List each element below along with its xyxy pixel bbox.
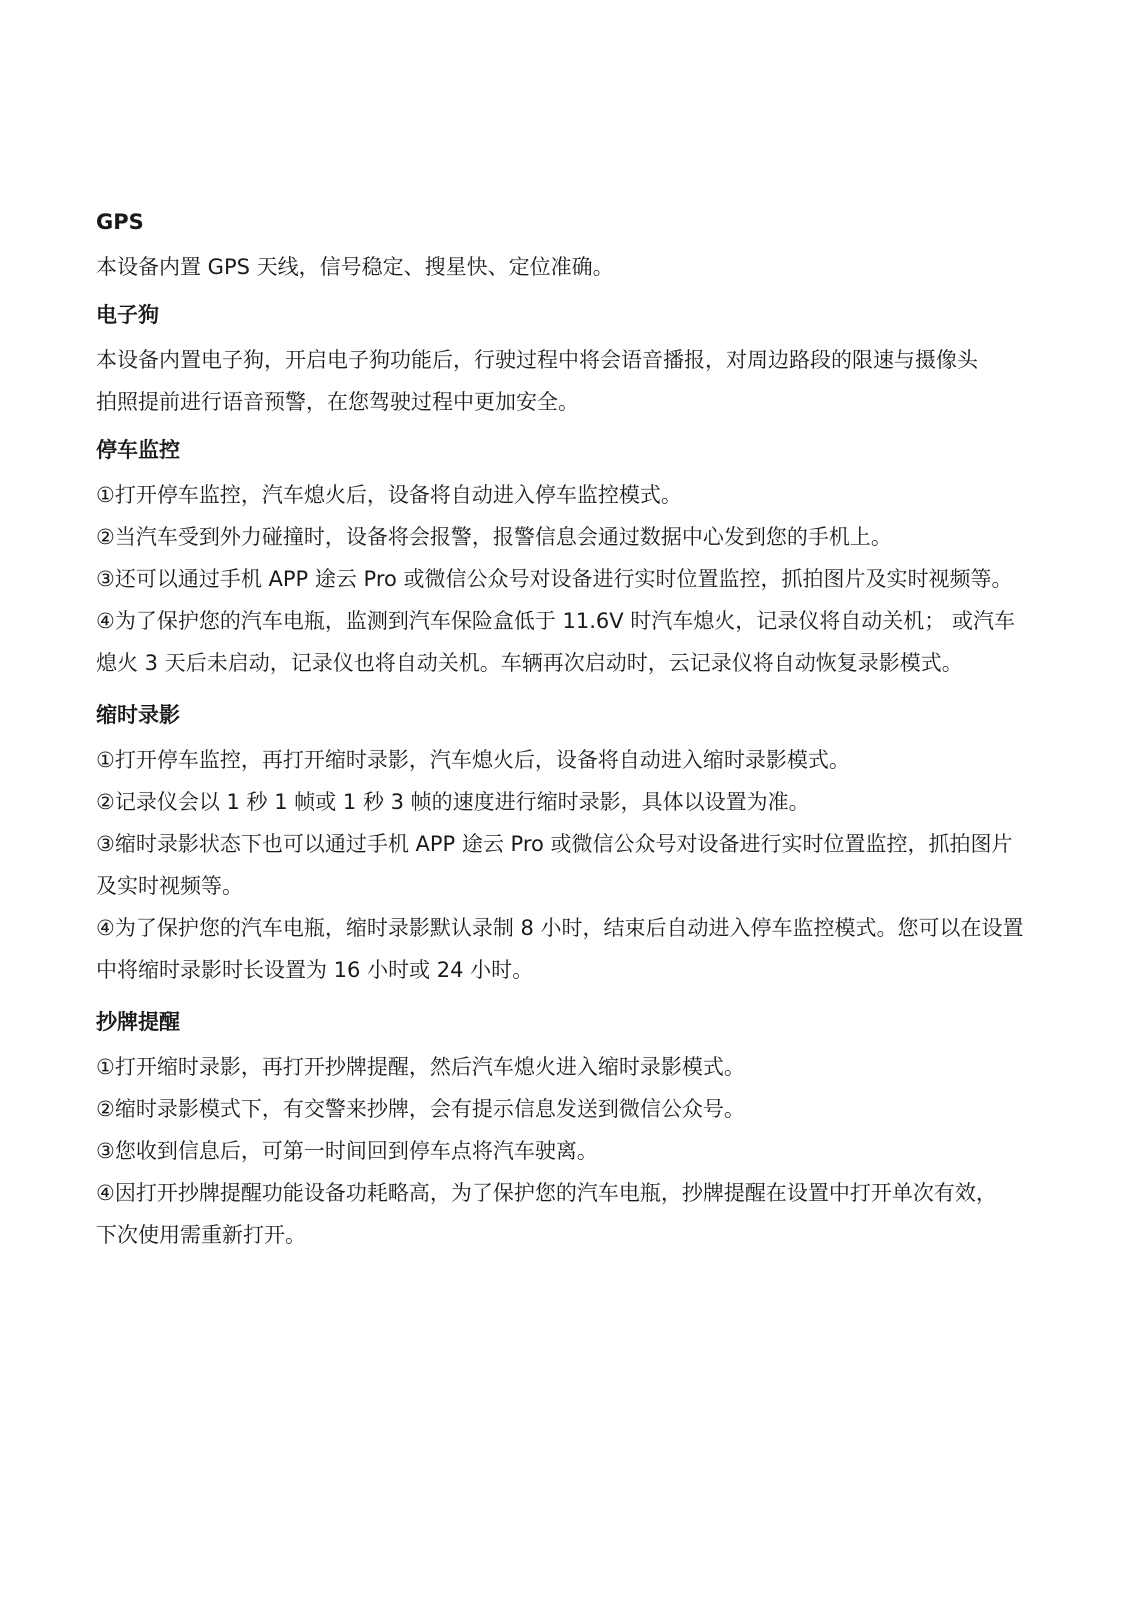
paragraph: ③还可以通过手机 APP 途云 Pro 或微信公众号对设备进行实时位置监控，抓拍图片及实时视频等。: [96, 567, 1013, 591]
paragraph: ①打开停车监控，再打开缩时录影，汽车熄火后，设备将自动进入缩时录影模式。: [96, 748, 850, 772]
paragraph: ④为了保护您的汽车电瓶，监测到汽车保险盒低于 11.6V 时汽车熄火，记录仪将自动关机； 或汽车: [96, 609, 1015, 633]
paragraph: 中将缩时录影时长设置为 16 小时或 24 小时。: [96, 958, 534, 982]
paragraph: ①打开停车监控，汽车熄火后，设备将自动进入停车监控模式。: [96, 483, 682, 507]
paragraph: ①打开缩时录影，再打开抄牌提醒，然后汽车熄火进入缩时录影模式。: [96, 1055, 745, 1079]
section-gps: [96, 203, 1083, 288]
paragraph: ④为了保护您的汽车电瓶，缩时录影默认录制 8 小时，结束后自动进入停车监控模式。您可以在设置: [96, 916, 1024, 940]
paragraph: 下次使用需重新打开。: [96, 1223, 306, 1247]
paragraph: ③缩时录影状态下也可以通过手机 APP 途云 Pro 或微信公众号对设备进行实时位置监控，抓拍图片: [96, 832, 1013, 856]
paragraph: ④因打开抄牌提醒功能设备功耗略高，为了保护您的汽车电瓶，抄牌提醒在设置中打开单次有效，: [96, 1181, 997, 1205]
section-heading-timelapse: 缩时录影: [96, 703, 180, 727]
section-parking-monitor: [96, 431, 1083, 684]
paragraph: ③您收到信息后，可第一时间回到停车点将汽车驶离。: [96, 1139, 598, 1163]
paragraph: 及实时视频等。: [96, 874, 243, 898]
paragraph: 本设备内置 GPS 天线，信号稳定、搜星快、定位准确。: [96, 255, 614, 279]
paragraph: 本设备内置电子狗，开启电子狗功能后，行驶过程中将会语音播报，对周边路段的限速与摄像头: [96, 348, 978, 372]
section-electronic-dog: [96, 296, 1083, 423]
paragraph: ②缩时录影模式下，有交警来抄牌，会有提示信息发送到微信公众号。: [96, 1097, 745, 1121]
section-timelapse: [96, 696, 1083, 991]
section-heading-ticket-alert: 抄牌提醒: [96, 1010, 180, 1034]
section-heading-electronic-dog: 电子狗: [96, 303, 159, 327]
paragraph: 熄火 3 天后未启动，记录仪也将自动关机。车辆再次启动时，云记录仪将自动恢复录影模式。: [96, 651, 963, 675]
section-heading-gps: GPS: [96, 210, 144, 234]
paragraph: ②记录仪会以 1 秒 1 帧或 1 秒 3 帧的速度进行缩时录影，具体以设置为准。: [96, 790, 810, 814]
section-heading-parking-monitor: 停车监控: [96, 438, 180, 462]
paragraph: 拍照提前进行语音预警，在您驾驶过程中更加安全。: [96, 390, 579, 414]
section-ticket-alert: [96, 1003, 1083, 1256]
paragraph: ②当汽车受到外力碰撞时，设备将会报警，报警信息会通过数据中心发到您的手机上。: [96, 525, 892, 549]
